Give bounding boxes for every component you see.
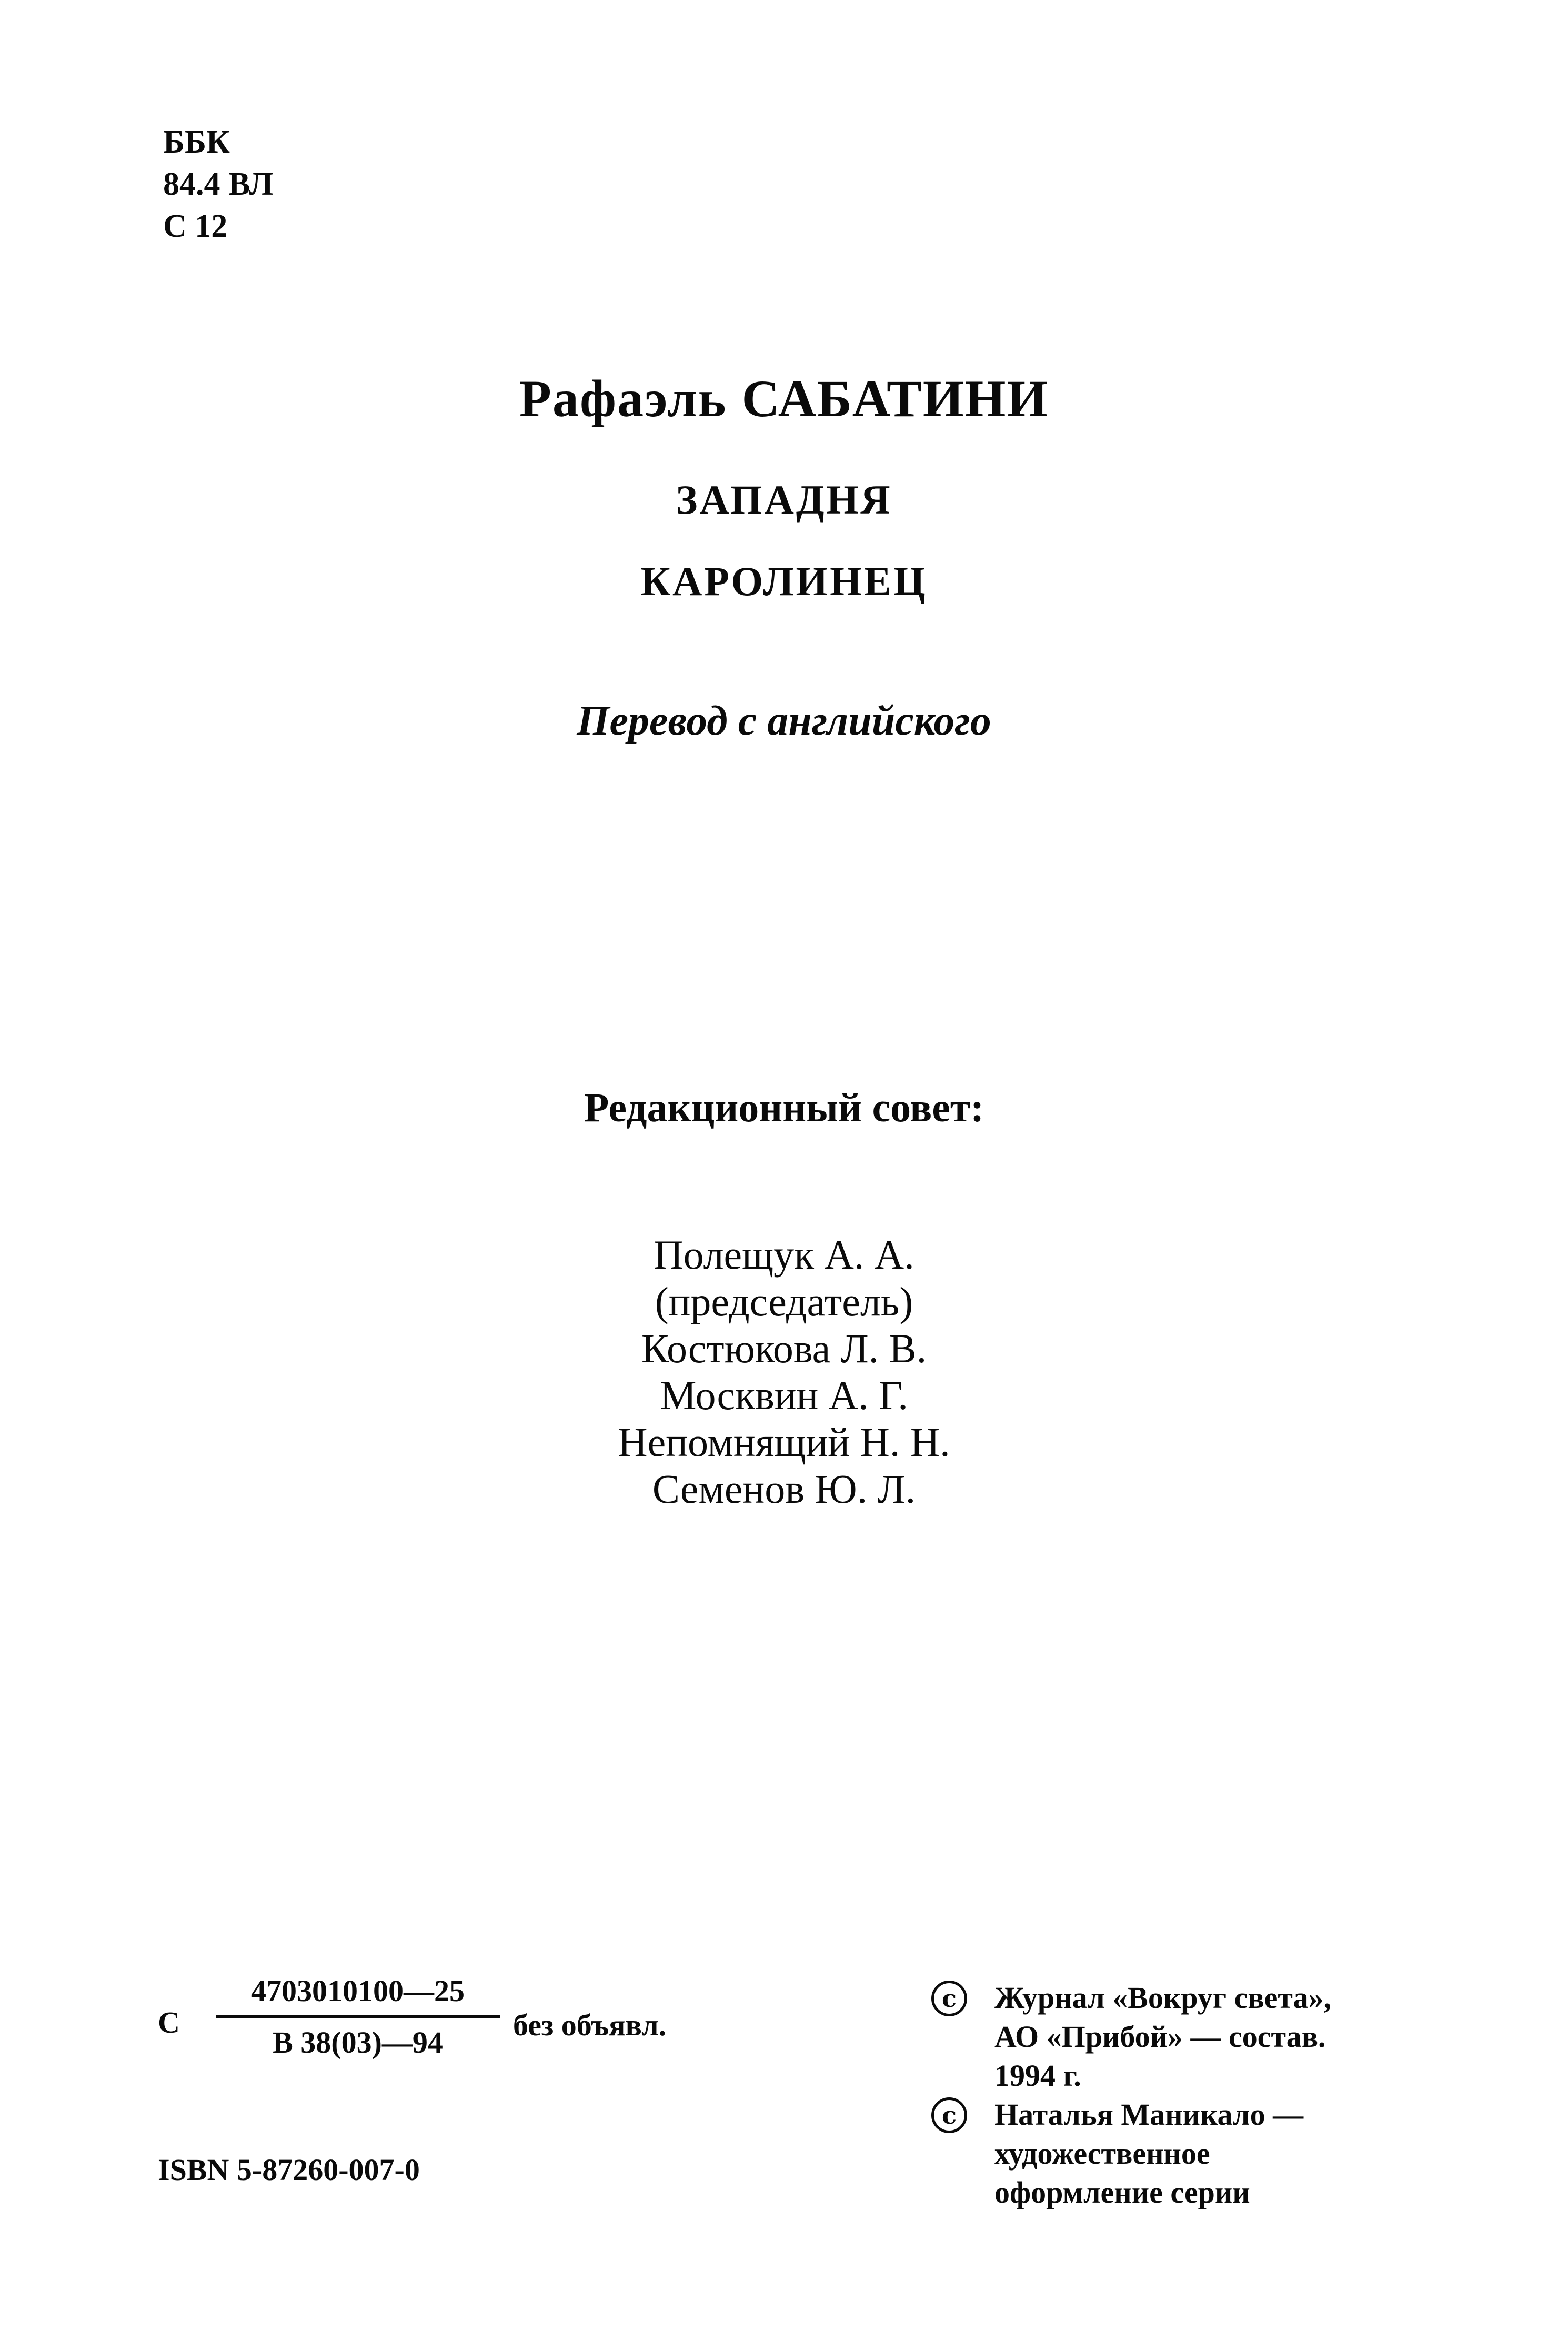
author-name [0, 368, 1568, 429]
book-title-1: ЗАПАДНЯ [676, 477, 892, 523]
bbk-label: ББК [163, 124, 230, 160]
catalog-code-note: без объявл. [513, 2008, 667, 2042]
council-member: Полещук А. А. [654, 1232, 914, 1278]
author-first-name: Рафаэль [519, 369, 727, 428]
copyright-line [926, 1978, 1331, 2017]
book-title-2: КАРОЛИНЕЦ [640, 558, 928, 604]
bbk-author-mark: С 12 [163, 208, 228, 244]
editorial-council-members [0, 1231, 1568, 1512]
copyright-icon: c [931, 2097, 967, 2133]
copyright-line: оформление серии [994, 2175, 1250, 2209]
catalog-code-letter: С [158, 2005, 180, 2039]
council-member: Непомнящий Н. Н. [618, 1419, 950, 1465]
translation-note: Перевод с английского [577, 698, 991, 744]
council-member: Костюкова Л. В. [641, 1325, 927, 1371]
copyright-line [926, 2095, 1331, 2134]
copyright-line: художественное [994, 2136, 1210, 2171]
isbn: ISBN 5-87260-007-0 [158, 2153, 420, 2187]
editorial-council-heading: Редакционный совет: [584, 1084, 984, 1130]
council-member: Семенов Ю. Л. [652, 1466, 916, 1512]
catalog-code-denominator: В 38(03)—94 [273, 2025, 443, 2059]
copyright-text: Наталья Маникало — [994, 2097, 1304, 2132]
copyright-line: АО «Прибой» — состав. [994, 2020, 1326, 2054]
author-surname: САБАТИНИ [741, 369, 1049, 428]
fraction-bar [216, 2015, 500, 2018]
copyright-block [926, 1978, 1331, 2212]
council-member: Москвин А. Г. [660, 1372, 908, 1418]
copyright-line: 1994 г. [994, 2058, 1081, 2093]
bbk-index: 84.4 ВЛ [163, 166, 274, 202]
copyright-text: Журнал «Вокруг света», [994, 1981, 1332, 2015]
copyright-icon: c [931, 1981, 967, 2016]
catalog-code-numerator: 4703010100—25 [251, 1974, 465, 2008]
bbk-classification [163, 121, 273, 247]
council-member-role: (председатель) [655, 1279, 913, 1324]
